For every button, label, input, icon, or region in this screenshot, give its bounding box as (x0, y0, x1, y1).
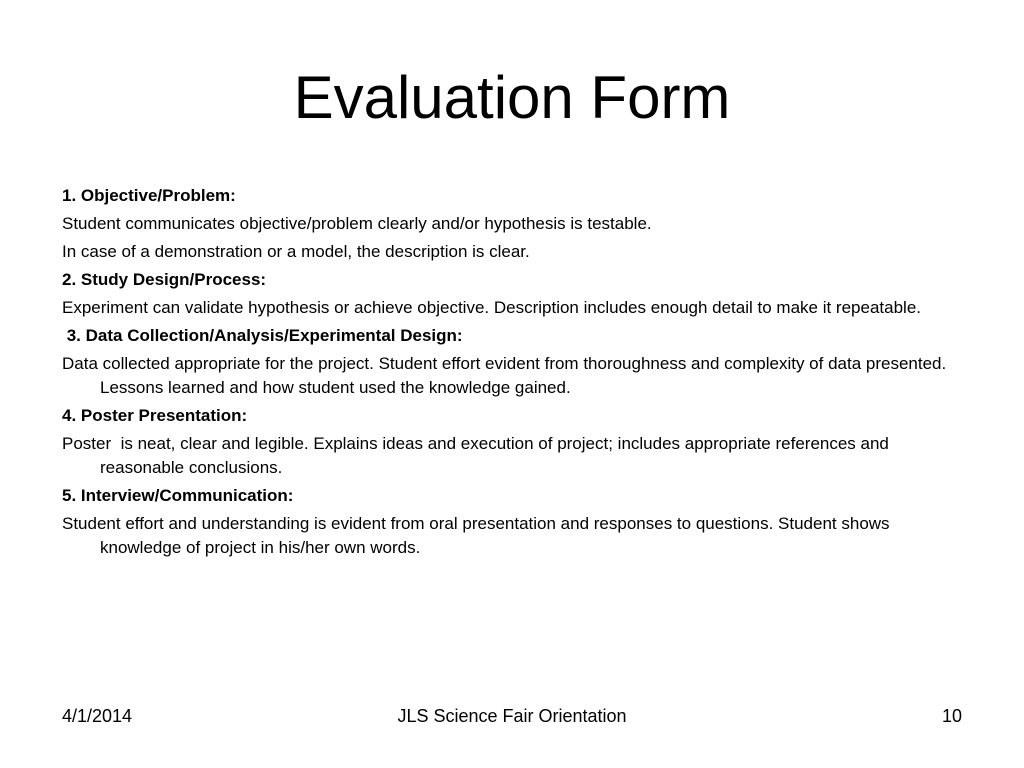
section-objective (62, 184, 967, 264)
section-interview (62, 484, 967, 560)
footer-title: JLS Science Fair Orientation (397, 706, 627, 726)
section-text: Data collected appropriate for the project. Student effort evident from thoroughness and complexity of data presented. Lessons learned and how student used the knowledge gained. (62, 354, 947, 397)
section-heading: 4. Poster Presentation: (62, 406, 248, 425)
section-poster (62, 404, 967, 480)
section-text: Experiment can validate hypothesis or achieve objective. Description includes enough detail to make it repeatable. (62, 298, 921, 317)
section-data-collection (62, 324, 967, 400)
section-text: Student effort and understanding is evident from oral presentation and responses to questions. Student shows knowledge of project in his/her own words. (62, 514, 890, 557)
section-text: Poster is neat, clear and legible. Explains ideas and execution of project; includes appropriate references and reasonable conclusions. (62, 434, 894, 477)
section-text: In case of a demonstration or a model, the description is clear. (62, 242, 530, 261)
section-heading: 3. Data Collection/Analysis/Experimental Design: (62, 326, 463, 345)
section-heading: 1. Objective/Problem: (62, 186, 236, 205)
section-study-design (62, 268, 967, 320)
section-heading: 5. Interview/Communication: (62, 486, 294, 505)
section-heading: 2. Study Design/Process: (62, 270, 267, 289)
slide-title: Evaluation Form (293, 64, 731, 131)
slide-body (62, 184, 967, 564)
footer-date: 4/1/2014 (62, 706, 133, 726)
footer-page-number: 10 (941, 706, 962, 726)
section-text: Student communicates objective/problem clearly and/or hypothesis is testable. (62, 214, 652, 233)
